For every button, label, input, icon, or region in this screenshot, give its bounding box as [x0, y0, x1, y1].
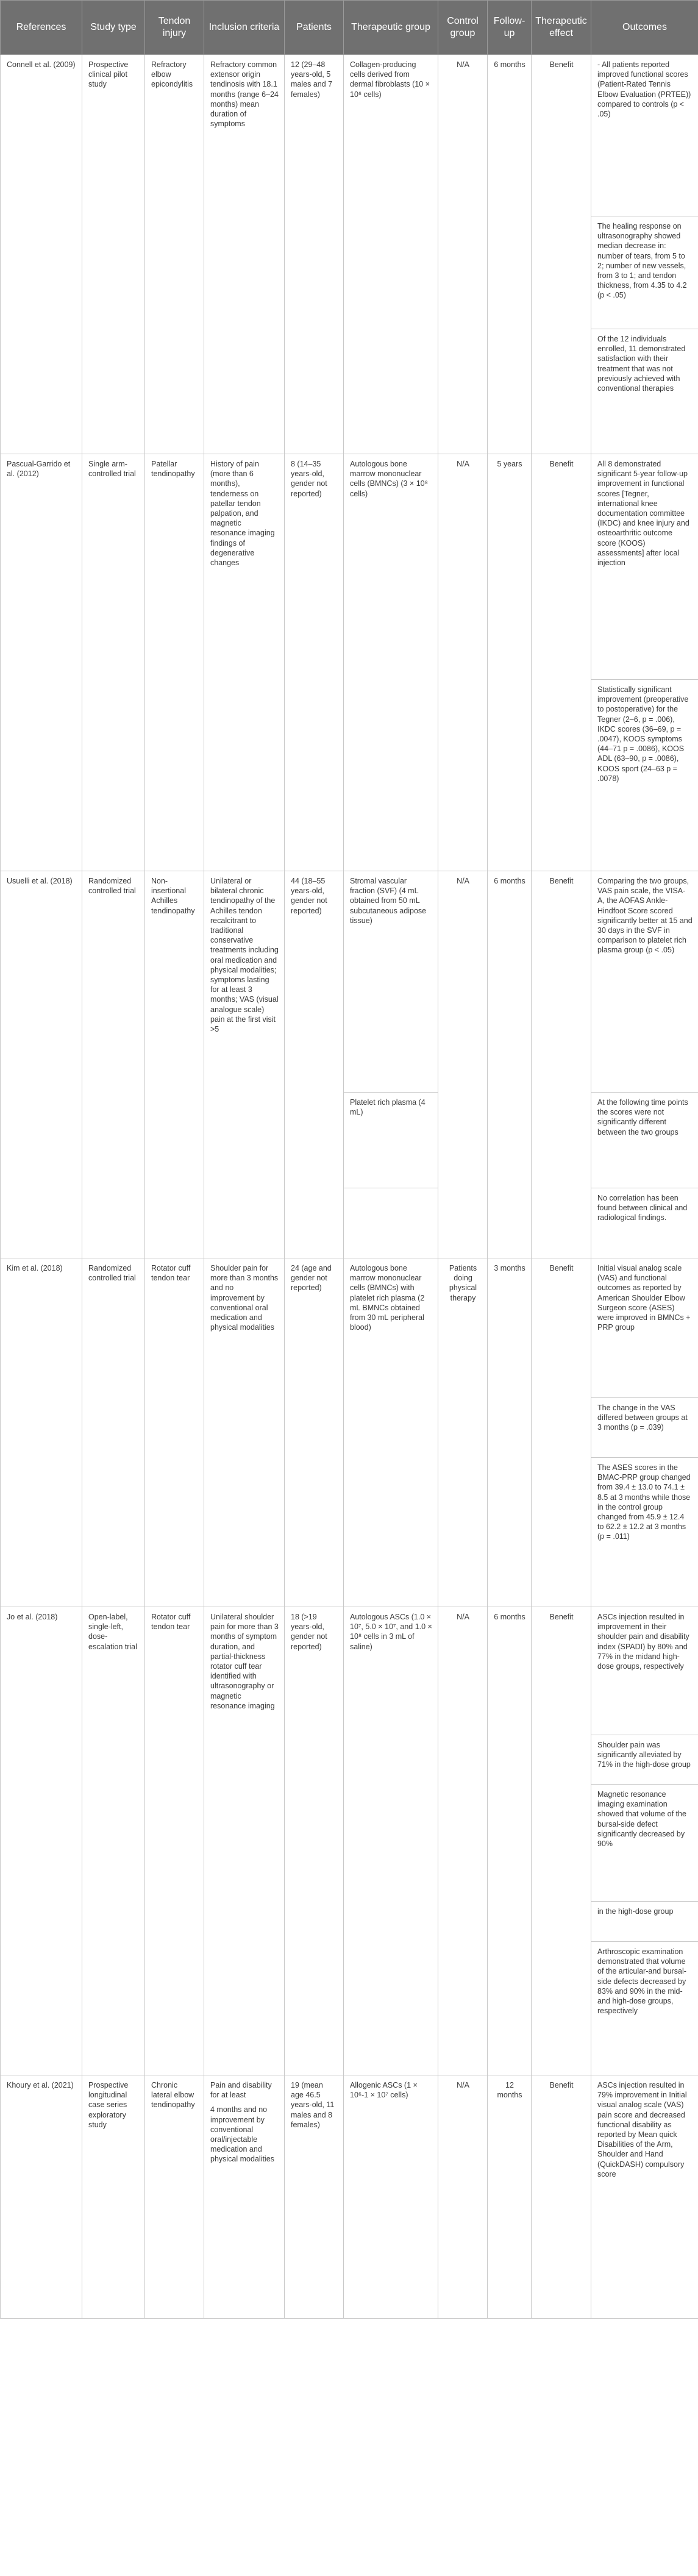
cell-outcome: The ASES scores in the BMAC-PRP group changed from 39.4 ± 13.0 to 74.1 ± 8.5 at 3 months while those in the control group changed from 45.9 ± 12.4 to 62.2 ± 12.2 at 3 months (p = .011) [591, 1458, 698, 1607]
cell-patients: 12 (29–48 years-old, 5 males and 7 females) [285, 55, 344, 454]
cell-therapeutic-group: Stromal vascular fraction (SVF) (4 mL obtained from 50 mL subcutaneous adipose tissue) [344, 871, 438, 1093]
cell-study-type: Single arm-controlled trial [82, 454, 145, 871]
header-follow-up: Follow-up [488, 1, 532, 55]
cell-therapeutic-group: Autologous ASCs (1.0 × 10⁷, 5.0 × 10⁷, and 1.0 × 10⁸ cells in 3 mL of saline) [344, 1607, 438, 2075]
cell-control-group: Patients doing physical therapy [438, 1258, 488, 1607]
cell-outcome: Of the 12 individuals enrolled, 11 demonstrated satisfaction with their treatment that was not previously achieved with conventional therapies [591, 329, 698, 454]
cell-control-group: N/A [438, 454, 488, 871]
cell-reference: Khoury et al. (2021) [1, 2075, 82, 2319]
cell-therapeutic-effect: Benefit [532, 454, 591, 871]
cell-control-group: N/A [438, 55, 488, 454]
cell-reference: Connell et al. (2009) [1, 55, 82, 454]
table-row [1, 871, 698, 1093]
cell-patients: 24 (age and gender not reported) [285, 1258, 344, 1607]
cell-outcome: - All patients reported improved functional scores (Patient-Rated Tennis Elbow Evaluation (PRTEE)) compared to controls (p < .05) [591, 55, 698, 216]
table-row [1, 1607, 698, 1735]
cell-therapeutic-group: Autologous bone marrow mononuclear cells (BMNCs) with platelet rich plasma (2 mL BMNCs obtained from 30 mL peripheral blood) [344, 1258, 438, 1607]
cell-therapeutic-group: Platelet rich plasma (4 mL) [344, 1093, 438, 1188]
cell-follow-up: 6 months [488, 1607, 532, 2075]
cell-patients: 18 (>19 years-old, gender not reported) [285, 1607, 344, 2075]
cell-tendon-injury: Non-insertional Achilles tendinopathy [145, 871, 204, 1258]
cell-outcome: Shoulder pain was significantly alleviated by 71% in the high-dose group [591, 1735, 698, 1785]
cell-outcome: ASCs injection resulted in improvement in their shoulder pain and disability index (SPADI) by 80% and 77% in the midand high-dose groups, respectively [591, 1607, 698, 1735]
cell-control-group: N/A [438, 871, 488, 1258]
header-control-group: Control group [438, 1, 488, 55]
header-inclusion-criteria: Inclusion criteria [204, 1, 285, 55]
cell-outcome: The healing response on ultrasonography showed median decrease in: number of tears, from 5 to 2; number of new vessels, from 3 to 1; and tendon thickness, from 4.35 to 4.2 (p < .05) [591, 216, 698, 329]
header-therapeutic-group: Therapeutic group [344, 1, 438, 55]
cell-therapeutic-group: Autologous bone marrow mononuclear cells (BMNCs) (3 × 10⁸ cells) [344, 454, 438, 871]
header-study-type: Study type [82, 1, 145, 55]
cell-outcome: in the high-dose group [591, 1902, 698, 1942]
cell-study-type: Randomized controlled trial [82, 871, 145, 1258]
table-row [1, 2075, 698, 2319]
cell-therapeutic-effect: Benefit [532, 1607, 591, 2075]
table-row [1, 454, 698, 680]
cell-tendon-injury: Rotator cuff tendon tear [145, 1258, 204, 1607]
cell-inclusion-criteria [204, 2075, 285, 2319]
header-row [1, 1, 698, 55]
cell-outcome: At the following time points the scores were not significantly different between the two groups [591, 1093, 698, 1188]
cell-study-type: Open-label, single-left, dose-escalation trial [82, 1607, 145, 2075]
cell-therapeutic-effect: Benefit [532, 2075, 591, 2319]
inclusion-line-2: 4 months and no improvement by conventional oral/injectable medication and physical modalities [210, 2105, 274, 2164]
cell-control-group: N/A [438, 1607, 488, 2075]
cell-inclusion-criteria: Unilateral shoulder pain for more than 3 months of symptom duration, and partial-thickness rotator cuff tear identified with ultrasonography or magnetic resonance imaging [204, 1607, 285, 2075]
cell-tendon-injury: Chronic lateral elbow tendinopathy [145, 2075, 204, 2319]
cell-outcome: ASCs injection resulted in 79% improvement in Initial visual analog scale (VAS) pain score and decreased functional disability as reported by Mean quick Disabilities of the Arm, Shoulder and Hand (QuickDASH) compulsory score [591, 2075, 698, 2319]
cell-therapeutic-group: Collagen-producing cells derived from dermal fibroblasts (10 × 10⁶ cells) [344, 55, 438, 454]
cell-reference: Pascual-Garrido et al. (2012) [1, 454, 82, 871]
cell-tendon-injury: Refractory elbow epicondylitis [145, 55, 204, 454]
cell-outcome: All 8 demonstrated significant 5-year follow-up improvement in functional scores [Tegner, international knee documentation committee (IKDC) and knee injury and osteoarthritic outcome score (KOOS) assessments] after local injection [591, 454, 698, 680]
cell-follow-up: 6 months [488, 55, 532, 454]
cell-inclusion-criteria: Unilateral or bilateral chronic tendinopathy of the Achilles tendon recalcitrant to traditional conservative treatments including oral medication and physical modalities; symptoms lasting for at least 3 months; VAS (visual analogue scale) pain at the first visit >5 [204, 871, 285, 1258]
table-row [1, 1258, 698, 1398]
header-patients: Patients [285, 1, 344, 55]
cell-outcome: No correlation has been found between clinical and radiological findings. [591, 1188, 698, 1258]
cell-inclusion-criteria: History of pain (more than 6 months), tenderness on patellar tendon palpation, and magnetic resonance imaging findings of degenerative changes [204, 454, 285, 871]
cell-reference: Kim et al. (2018) [1, 1258, 82, 1607]
cell-follow-up: 3 months [488, 1258, 532, 1607]
cell-therapeutic-effect: Benefit [532, 871, 591, 1258]
cell-patients: 8 (14–35 years-old, gender not reported) [285, 454, 344, 871]
cell-outcome: Arthroscopic examination demonstrated that volume of the articular-and bursal-side defects decreased by 83% and 90% in the mid- and high-dose groups, respectively [591, 1942, 698, 2075]
cell-outcome: Statistically significant improvement (preoperative to postoperative) for the Tegner (2–6, p = .006), IKDC scores (36–69, p = .0047), KOOS symptoms (44–71 p = .0086), KOOS ADL (63–90, p = .0086), KOOS sport (24–63 p = .0078) [591, 680, 698, 871]
cell-follow-up: 12 months [488, 2075, 532, 2319]
cell-follow-up: 5 years [488, 454, 532, 871]
inclusion-line-1: Pain and disability for at least [210, 2081, 272, 2100]
table-row [1, 55, 698, 216]
cell-study-type: Prospective longitudinal case series exploratory study [82, 2075, 145, 2319]
cell-reference: Usuelli et al. (2018) [1, 871, 82, 1258]
cell-outcome: Comparing the two groups, VAS pain scale, the VISA-A, the AOFAS Ankle-Hindfoot Score scored significantly better at 15 and 30 days in the SVF in comparison to platelet rich plasma group (p < .05) [591, 871, 698, 1093]
cell-therapeutic-group: Allogenic ASCs (1 × 10⁶-1 × 10⁷ cells) [344, 2075, 438, 2319]
cell-outcome: The change in the VAS differed between groups at 3 months (p = .039) [591, 1398, 698, 1458]
cell-inclusion-criteria: Refractory common extensor origin tendinosis with 18.1 months (range 6–24 months) mean duration of symptoms [204, 55, 285, 454]
cell-follow-up: 6 months [488, 871, 532, 1258]
header-outcomes: Outcomes [591, 1, 698, 55]
header-references: References [1, 1, 82, 55]
cell-outcome: Magnetic resonance imaging examination showed that volume of the bursal-side defect significantly decreased by 90% [591, 1785, 698, 1902]
cell-control-group: N/A [438, 2075, 488, 2319]
cell-therapeutic-effect: Benefit [532, 1258, 591, 1607]
header-tendon-injury: Tendon injury [145, 1, 204, 55]
header-therapeutic-effect: Therapeutic effect [532, 1, 591, 55]
cell-therapeutic-effect: Benefit [532, 55, 591, 454]
cell-tendon-injury: Rotator cuff tendon tear [145, 1607, 204, 2075]
cell-patients: 19 (mean age 46.5 years-old, 11 males and 8 females) [285, 2075, 344, 2319]
cell-study-type: Randomized controlled trial [82, 1258, 145, 1607]
cell-inclusion-criteria: Shoulder pain for more than 3 months and no improvement by conventional oral medication and physical modalities [204, 1258, 285, 1607]
cell-outcome: Initial visual analog scale (VAS) and functional outcomes as reported by American Shoulder Elbow Surgeon score (ASES) were improved in BMNCs + PRP group [591, 1258, 698, 1398]
cell-study-type: Prospective clinical pilot study [82, 55, 145, 454]
cell-reference: Jo et al. (2018) [1, 1607, 82, 2075]
cell-tendon-injury: Patellar tendinopathy [145, 454, 204, 871]
cell-therapeutic-group-empty [344, 1188, 438, 1258]
cell-patients: 44 (18–55 years-old, gender not reported) [285, 871, 344, 1258]
